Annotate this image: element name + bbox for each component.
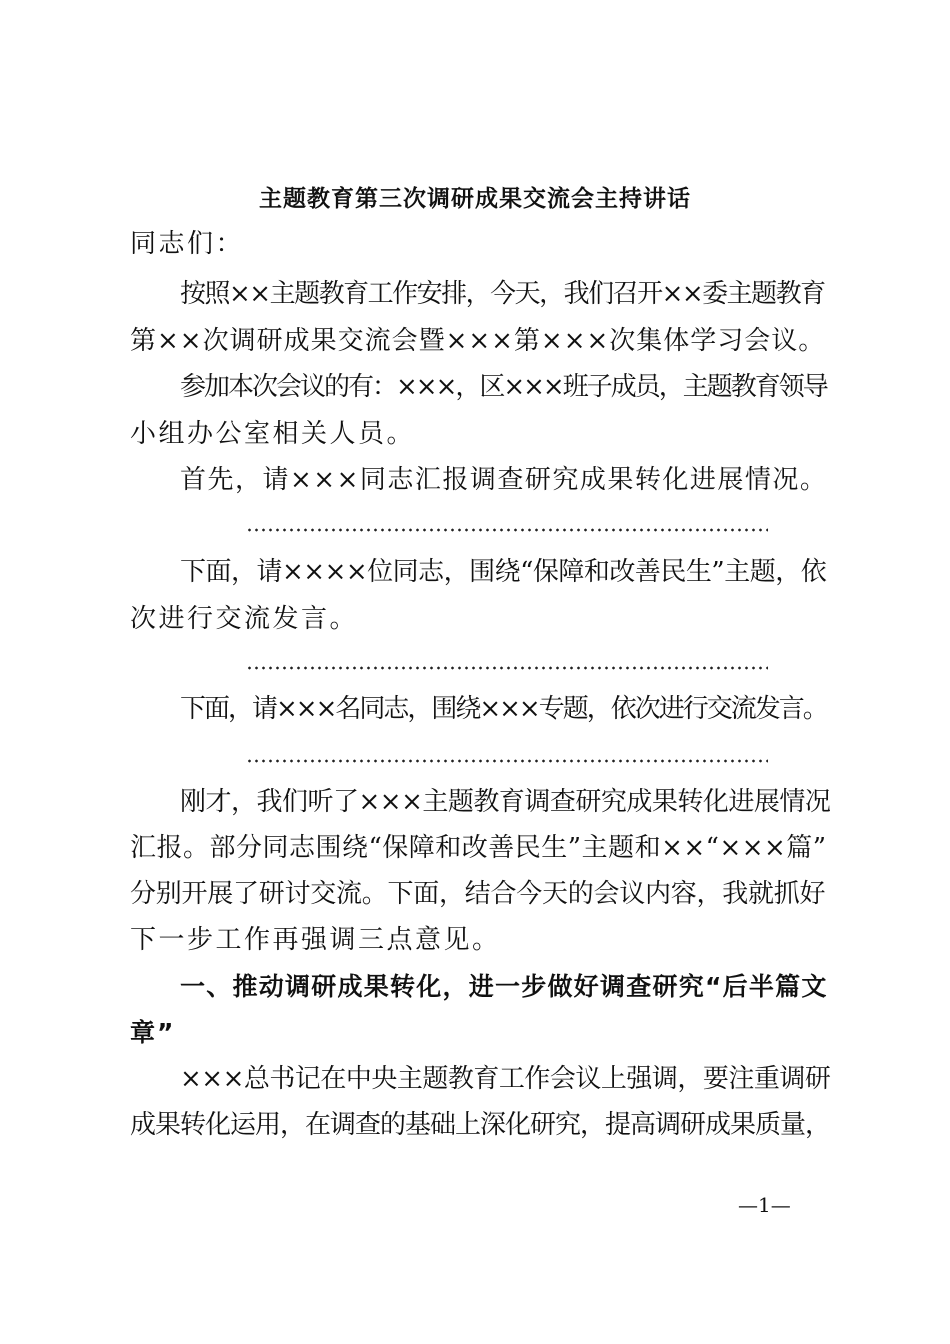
paragraph-6-line-4: 下一步工作再强调三点意见。 (130, 925, 501, 955)
paragraph-2-line-2: 小组办公室相关人员。 (130, 419, 416, 449)
ellipsis-separator-2 (246, 666, 768, 670)
paragraph-1-line-2: 第××次调研成果交流会暨×××第×××次集体学习会议。 (130, 326, 826, 356)
section-heading-1-line-1: 一、推动调研成果转化，进一步做好调查研究“后半篇文 (180, 972, 828, 1001)
paragraph-6-line-2: 汇报。部分同志围绕“保障和改善民生”主题和××“×××篇” (130, 833, 827, 863)
salutation: 同志们： (130, 229, 245, 259)
paragraph-5: 下面，请×××名同志，围绕×××专题，依次进行交流发言。 (180, 694, 827, 724)
ellipsis-separator-3 (246, 759, 768, 763)
document-title: 主题教育第三次调研成果交流会主持讲话 (259, 185, 691, 212)
paragraph-2-line-1: 参加本次会议的有：×××，区×××班子成员，主题教育领导 (180, 372, 827, 402)
section-heading-1-line-2: 章” (130, 1018, 176, 1047)
paragraph-6-line-1: 刚才，我们听了×××主题教育调查研究成果转化进展情况 (180, 787, 831, 817)
page-number: —1— (738, 1193, 791, 1217)
paragraph-6-line-3: 分别开展了研讨交流。下面，结合今天的会议内容，我就抓好 (130, 879, 826, 909)
paragraph-4-line-2: 次进行交流发言。 (130, 604, 359, 634)
paragraph-1-line-1: 按照××主题教育工作安排，今天，我们召开××委主题教育 (180, 279, 825, 309)
paragraph-7-line-1: ×××总书记在中央主题教育工作会议上强调，要注重调研 (180, 1064, 831, 1094)
paragraph-7-line-2: 成果转化运用，在调查的基础上深化研究，提高调研成果质量， (130, 1110, 831, 1140)
paragraph-3: 首先，请×××同志汇报调查研究成果转化进展情况。 (180, 465, 828, 495)
paragraph-4-line-1: 下面，请××××位同志，围绕“保障和改善民生”主题，依 (180, 557, 827, 587)
ellipsis-separator-1 (246, 528, 768, 532)
